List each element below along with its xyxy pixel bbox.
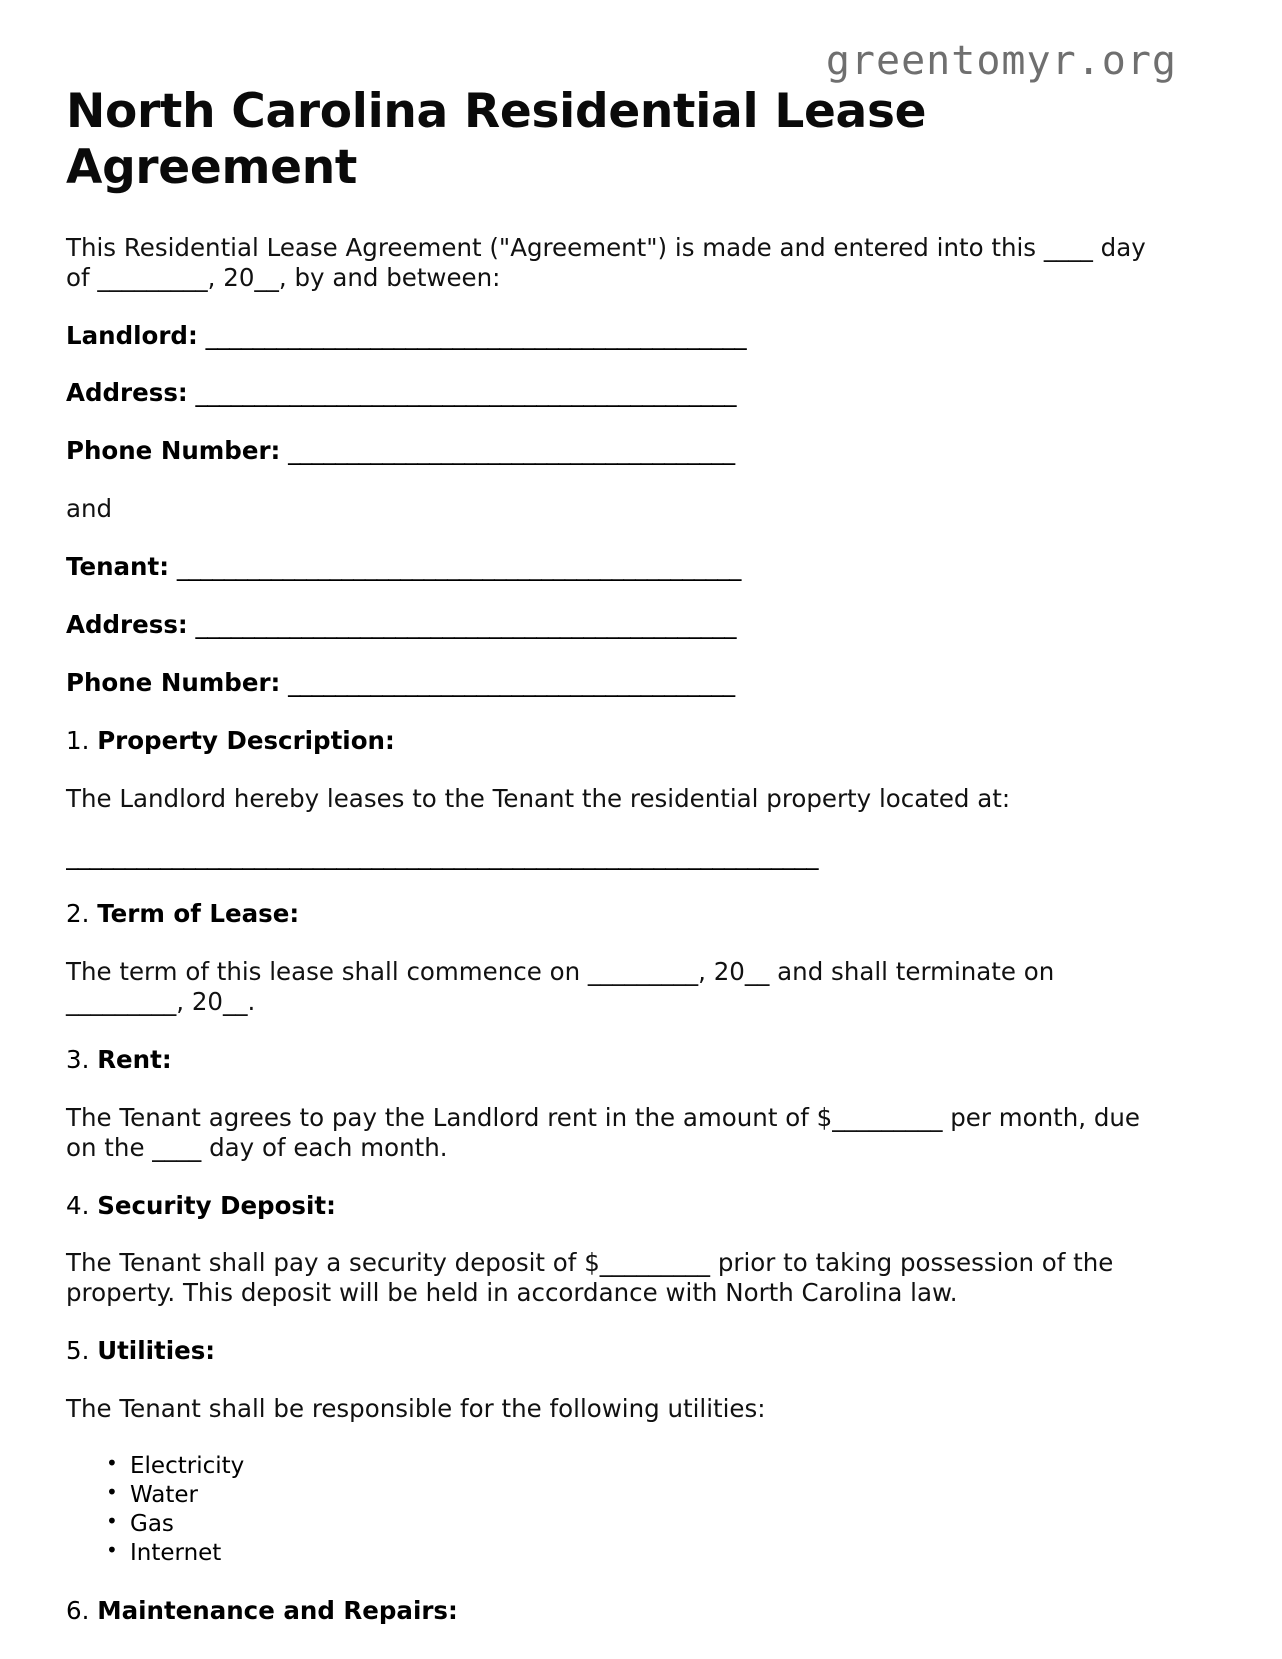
utilities-list	[66, 1452, 1176, 1568]
section-name-6: Maintenance and Repairs:	[97, 1595, 458, 1625]
tenant-address-label: Address:	[66, 609, 188, 639]
section-name-5: Utilities:	[97, 1336, 216, 1366]
tenant-phone-blank[interactable]: ______________________________________	[288, 667, 735, 697]
tenant-phone-field	[66, 668, 1176, 698]
section-heading-5	[66, 1336, 1176, 1366]
landlord-address-field	[66, 378, 1176, 408]
section-heading-6	[66, 1596, 1176, 1626]
list-item: • Gas	[130, 1510, 1176, 1539]
document-content	[66, 84, 1176, 1654]
section-name-1: Property Description:	[97, 725, 395, 755]
landlord-address-label: Address:	[66, 378, 188, 408]
section-heading-1	[66, 726, 1176, 756]
section-body-3: The Tenant agrees to pay the Landlord rent in the amount of $_________ per month, due on the ____ day of each month.	[66, 1102, 1140, 1162]
landlord-name-blank[interactable]: ______________________________________________	[205, 320, 747, 350]
site-watermark: greentomyr.org	[825, 38, 1177, 84]
section-heading-4	[66, 1191, 1176, 1221]
landlord-phone-field	[66, 436, 1176, 466]
landlord-name-label: Landlord:	[66, 320, 198, 350]
landlord-name-field	[66, 321, 1176, 351]
tenant-name-label: Tenant:	[66, 552, 170, 582]
tenant-name-field	[66, 552, 1176, 582]
section-name-2: Term of Lease:	[97, 899, 300, 929]
section-number-1: 1.	[66, 725, 90, 755]
section-number-3: 3.	[66, 1044, 90, 1074]
parties-conjunction: and	[66, 494, 113, 524]
page-title: North Carolina Residential Lease Agreement	[66, 84, 927, 196]
list-item: • Electricity	[130, 1452, 1176, 1481]
section-name-4: Security Deposit:	[97, 1190, 336, 1220]
landlord-phone-label: Phone Number:	[66, 436, 281, 466]
tenant-name-blank[interactable]: ________________________________________________	[176, 552, 741, 582]
section-name-3: Rent:	[97, 1044, 172, 1074]
landlord-address-blank[interactable]: ______________________________________________	[195, 378, 736, 408]
section-body-2: The term of this lease shall commence on _________, 20__ and shall terminate on _________, 20__.	[66, 957, 1055, 1017]
tenant-address-blank[interactable]: ______________________________________________	[195, 609, 736, 639]
section-body-1: The Landlord hereby leases to the Tenant the residential property located at:	[66, 783, 1011, 813]
section-number-6: 6.	[66, 1595, 90, 1625]
section-body-4: The Tenant shall pay a security deposit of $_________ prior to taking possession of the property. This deposit will be held in accordance with North Carolina law.	[66, 1248, 1114, 1308]
list-item: • Internet	[130, 1539, 1176, 1568]
property-address-blank[interactable]: ________________________________________________________________	[66, 841, 818, 871]
tenant-phone-label: Phone Number:	[66, 667, 281, 697]
tenant-address-field	[66, 610, 1176, 640]
section-body-5: The Tenant shall be responsible for the following utilities:	[66, 1394, 766, 1424]
landlord-phone-blank[interactable]: ______________________________________	[288, 436, 735, 466]
list-item: • Water	[130, 1481, 1176, 1510]
section-heading-2	[66, 899, 1176, 929]
intro-paragraph: This Residential Lease Agreement ("Agreement") is made and entered into this ____ day of _________, 20__, by and between:	[66, 232, 1146, 292]
section-number-2: 2.	[66, 899, 90, 929]
section-number-4: 4.	[66, 1190, 90, 1220]
section-number-5: 5.	[66, 1336, 90, 1366]
section-heading-3	[66, 1045, 1176, 1075]
